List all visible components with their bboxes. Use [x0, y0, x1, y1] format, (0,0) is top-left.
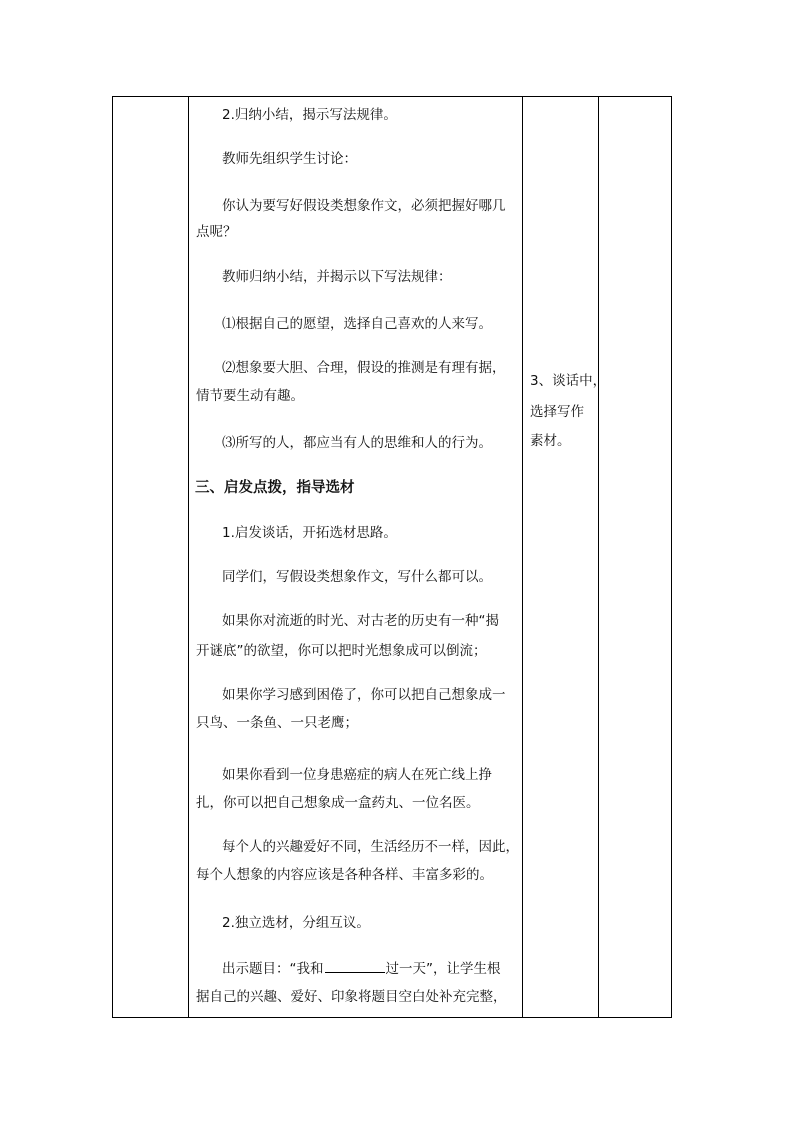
- paragraph: 1.启发谈话，开拓选材思路。: [222, 525, 397, 541]
- paragraph: 每个人想象的内容应该是各种各样、丰富多彩的。: [196, 867, 493, 883]
- section-heading: 三、启发点拨，指导选材: [195, 480, 355, 496]
- paragraph: 同学们，写假设类想象作文，写什么都可以。: [222, 569, 492, 585]
- paragraph: 如果你看到一位身患癌症的病人在死亡线上挣: [222, 767, 492, 783]
- paragraph: 2.归纳小结，揭示写法规律。: [222, 107, 397, 123]
- paragraph: ⑶所写的人，都应当有人的思维和人的行为。: [222, 435, 492, 451]
- activity-text: 3、谈话中，: [530, 373, 607, 389]
- paragraph: 情节要生动有趣。: [196, 388, 304, 404]
- prompt-text: 过一天”，让学生根: [385, 961, 501, 977]
- paragraph: 教师先组织学生讨论：: [222, 151, 357, 167]
- activity-text: 选择写作: [530, 404, 584, 420]
- paragraph: 2.独立选材，分组互议。: [222, 915, 370, 931]
- paragraph: 每个人的兴趣爱好不同，生活经历不一样，因此，: [222, 839, 519, 855]
- paragraph: 扎，你可以把自己想象成一盒药丸、一位名医。: [196, 795, 480, 811]
- prompt-text: 出示题目：“我和: [222, 961, 324, 977]
- fill-in-blank: [325, 960, 385, 973]
- paragraph: 教师归纳小结，并揭示以下写法规律：: [222, 269, 452, 285]
- paragraph: ⑵想象要大胆、合理，假设的推测是有理有据，: [222, 360, 506, 376]
- paragraph: 只鸟、一条鱼、一只老鹰；: [196, 715, 358, 731]
- lesson-plan-table: [112, 96, 672, 1018]
- teaching-content-cell: [189, 97, 523, 1017]
- paragraph: 如果你对流逝的时光、对古老的历史有一种“揭: [222, 613, 499, 629]
- paragraph: 点呢？: [196, 224, 237, 240]
- paragraph: ⑴根据自己的愿望，选择自己喜欢的人来写。: [222, 316, 492, 332]
- paragraph: 你认为要写好假设类想象作文，必须把握好哪几: [222, 198, 506, 214]
- paragraph: [222, 956, 501, 982]
- paragraph: 开谜底”的欲望，你可以把时光想象成可以倒流；: [196, 643, 487, 659]
- student-activity-cell: [525, 97, 607, 1017]
- paragraph: 如果你学习感到困倦了，你可以把自己想象成一: [222, 687, 506, 703]
- paragraph: 据自己的兴趣、爱好、印象将题目空白处补充完整，: [196, 989, 507, 1005]
- activity-text: 素材。: [530, 433, 571, 449]
